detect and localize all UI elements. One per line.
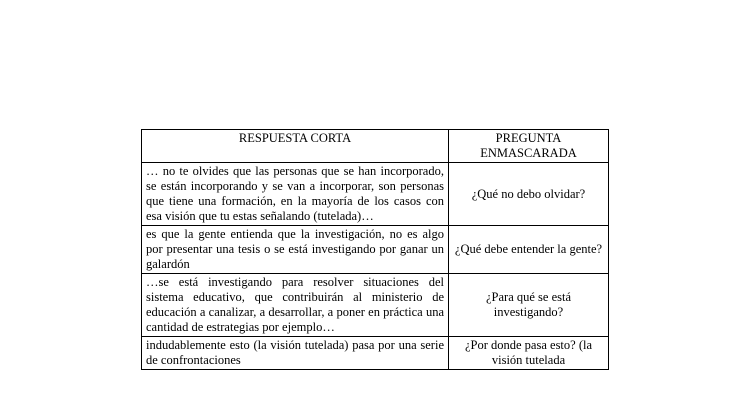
question-cell: ¿Qué debe entender la gente?: [449, 226, 609, 274]
question-cell: ¿Para qué se está investigando?: [449, 274, 609, 337]
table-row: [142, 337, 609, 370]
table-row: [142, 226, 609, 274]
header-short-answer: RESPUESTA CORTA: [142, 130, 449, 163]
question-cell: ¿Por donde pasa esto? (la visión tutelada: [449, 337, 609, 370]
answer-cell: …se está investigando para resolver situaciones del sistema educativo, que contribuirán al ministerio de educación a canalizar, a desarrollar, a poner en práctica una cantidad de estrategias por ejemplo…: [142, 274, 449, 337]
question-cell: ¿Qué no debo olvidar?: [449, 163, 609, 226]
answer-cell: indudablemente esto (la visión tutelada) pasa por una serie de confrontaciones: [142, 337, 449, 370]
header-masked-question: PREGUNTA ENMASCARADA: [449, 130, 609, 163]
table-row: [142, 163, 609, 226]
answer-cell: … no te olvides que las personas que se han incorporado, se están incorporando y se van a incorporar, son personas que tiene una formación, en la mayoría de los casos con esa visión que tu estas señalando (tutelada)…: [142, 163, 449, 226]
table-header-row: [142, 130, 609, 163]
qa-table: [141, 129, 609, 370]
answer-cell: es que la gente entienda que la investigación, no es algo por presentar una tesis o se está investigando por ganar un galardón: [142, 226, 449, 274]
table-row: [142, 274, 609, 337]
